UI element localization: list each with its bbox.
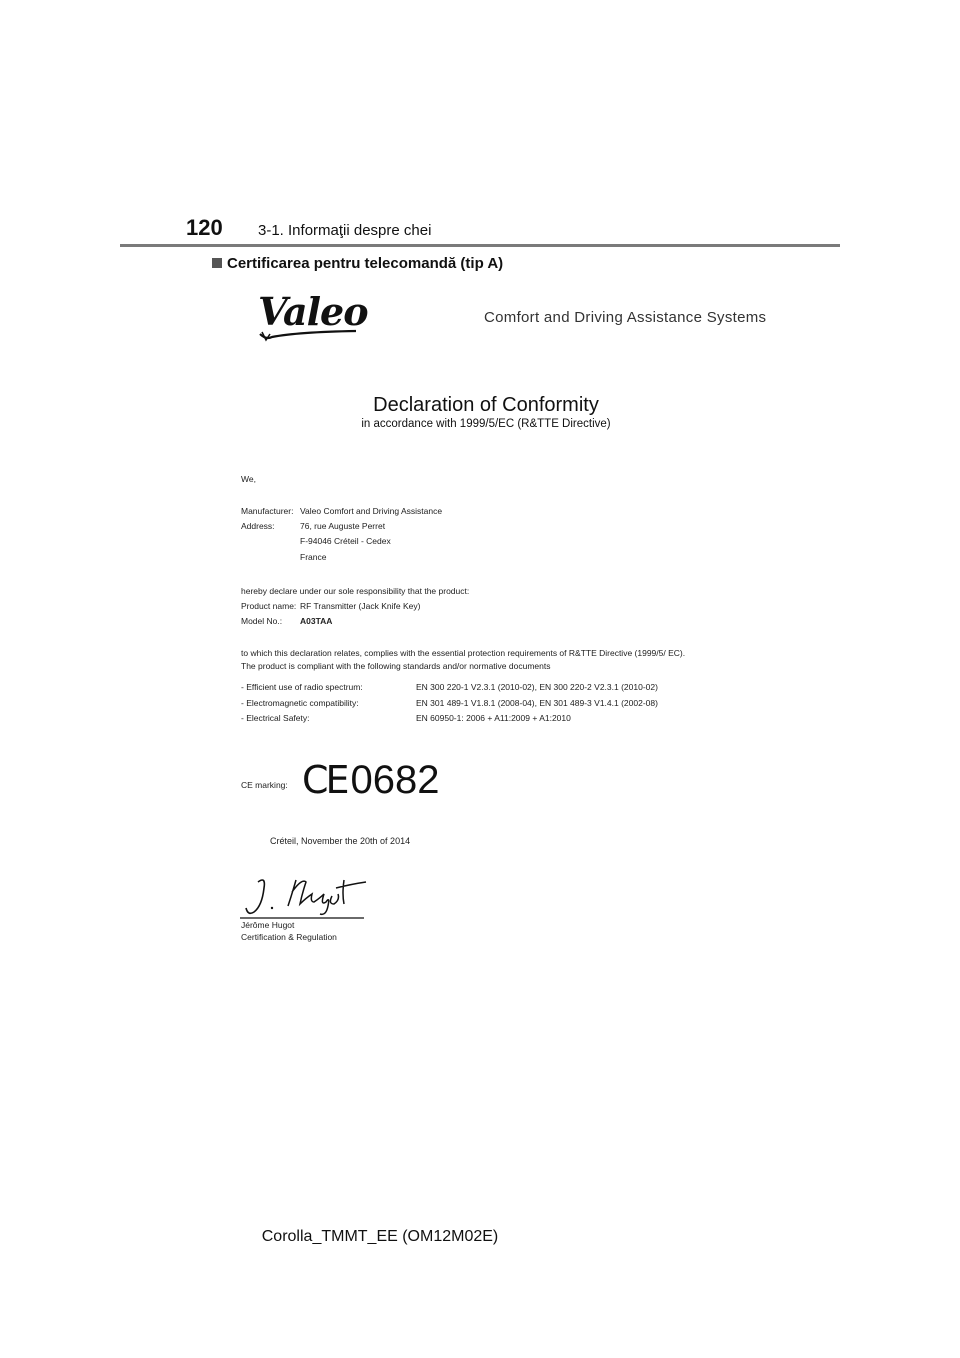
- standard-label-1: - Efficient use of radio spectrum:: [241, 682, 363, 692]
- logo-text: Valeo: [258, 289, 368, 334]
- standard-label-3: - Electrical Safety:: [241, 713, 310, 723]
- subsection-title: Certificarea pentru telecomandă (tip A): [227, 255, 504, 272]
- subsection-heading: [212, 255, 503, 272]
- signature-image: [240, 872, 380, 924]
- address-label: Address:: [241, 521, 275, 531]
- ce-mark: [302, 758, 440, 802]
- model-label: Model No.:: [241, 616, 283, 626]
- company-line: Comfort and Driving Assistance Systems: [484, 309, 767, 326]
- relates-line-2: The product is compliant with the following standards and/or normative documents: [241, 661, 551, 671]
- address-line-2: F-94046 Créteil - Cedex: [300, 536, 391, 546]
- ce-logo-icon: CE: [302, 758, 347, 802]
- page-number: 120: [186, 215, 223, 240]
- standard-value-3: EN 60950-1: 2006 + A11:2009 + A1:2010: [416, 713, 571, 723]
- valeo-logo: [258, 290, 368, 346]
- signer-role: Certification & Regulation: [241, 932, 337, 942]
- footer-text: Corolla_TMMT_EE (OM12M02E): [261, 1228, 499, 1245]
- standard-value-1: EN 300 220-1 V2.3.1 (2010-02), EN 300 220-2 V2.3.1 (2010-02): [416, 682, 658, 692]
- logo-swoosh-icon: [258, 328, 358, 342]
- product-name-value: RF Transmitter (Jack Knife Key): [300, 601, 421, 611]
- declaration-title: Declaration of Conformity: [373, 394, 599, 416]
- standard-label-2: - Electromagnetic compatibility:: [241, 698, 359, 708]
- ce-number: 0682: [350, 758, 440, 802]
- declare-line: hereby declare under our sole responsibility that the product:: [241, 586, 470, 596]
- declaration-subtitle: in accordance with 1999/5/EC (R&TTE Directive): [361, 418, 611, 430]
- we-text: We,: [241, 474, 256, 484]
- section-title: 3-1. Informaţii despre chei: [258, 222, 432, 239]
- manufacturer-label: Manufacturer:: [241, 506, 294, 516]
- model-value: A03TAA: [300, 616, 333, 626]
- signer-name: Jérôme Hugot: [241, 920, 295, 930]
- relates-line-1: to which this declaration relates, complies with the essential protection requirements of R&TTE Directive (1999/5/ EC).: [241, 648, 686, 658]
- header-divider: [120, 244, 840, 247]
- place-date: Créteil, November the 20th of 2014: [270, 836, 411, 846]
- manufacturer-value: Valeo Comfort and Driving Assistance: [300, 506, 443, 516]
- address-line-3: France: [300, 552, 327, 562]
- address-line-1: 76, rue Auguste Perret: [300, 521, 386, 531]
- product-name-label: Product name:: [241, 601, 297, 611]
- standard-value-2: EN 301 489-1 V1.8.1 (2008-04), EN 301 489-3 V1.4.1 (2002-08): [416, 698, 658, 708]
- ce-marking-label: CE marking:: [241, 780, 288, 790]
- square-bullet-icon: [212, 258, 222, 268]
